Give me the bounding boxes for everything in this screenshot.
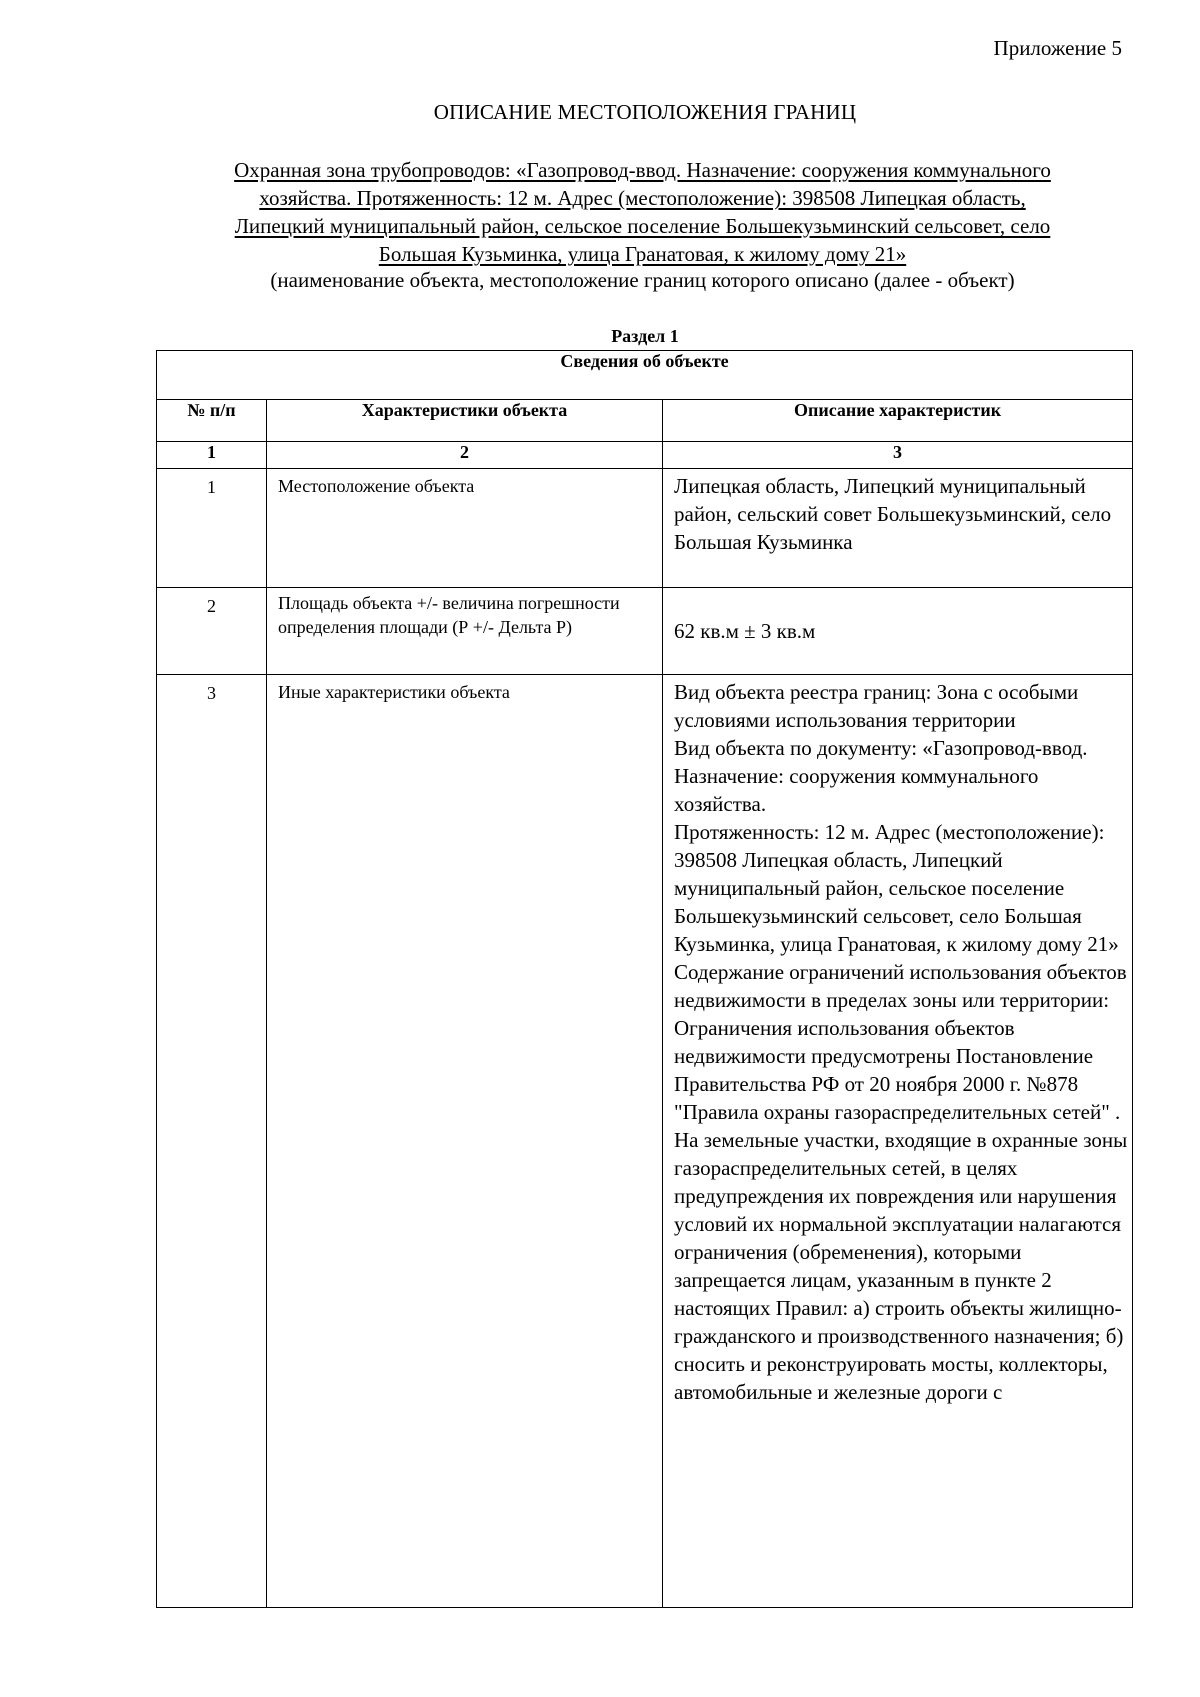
description-part: Протяженность: 12 м. Адрес (местоположение): 398508 Липецкая область, Липецкий муниципальный район, сельское поселение Большекузьминский сельсовет, село Большая Кузьминка, улица Гранатовая, к жилому дому 21» [674,820,1119,956]
description-part: Вид объекта реестра границ: Зона с особыми условиями использования территории [674,680,1079,732]
object-name-line: хозяйства. Протяженность: 12 м. Адрес (местоположение): 398508 Липецкая область, [259,186,1026,210]
row-number: 3 [157,675,267,1608]
row-description [663,675,1133,1608]
object-name-line: Липецкий муниципальный район, сельское поселение Большекузьминский сельсовет, село [234,214,1051,238]
column-number: 1 [157,442,267,469]
object-info-table [156,350,1133,1608]
table-header-row [157,400,1133,442]
header-characteristic: Характеристики объекта [267,400,663,442]
description-part: Содержание ограничений использования объектов недвижимости в пределах зоны или территории: Ограничения использования объектов недвижимости предусмотрены Постановление Правительства РФ от 20 ноября 2000 г. №878 "Правила охраны газораспределительных сетей" . На земельные участки, входящие в охранные зоны газораспределительных сетей, в целях предупреждения их повреждения или нарушения условий их нормальной эксплуатации налагаются ограничения (обременения), которыми запрещается лицам, указанным в пункте 2 настоящих Правил: а) строить объекты жилищно-гражданского и производственного назначения; б) сносить и реконструировать мосты, коллекторы, автомобильные и железные дороги с [674,960,1128,1404]
description-part: Вид объекта по документу: «Газопровод-ввод. Назначение: сооружения коммунального хозяйства. [674,736,1088,816]
row-description: 62 кв.м ± 3 кв.м [663,588,1133,675]
table-row [157,588,1133,675]
column-number: 2 [267,442,663,469]
row-number: 2 [157,588,267,675]
column-number-row [157,442,1133,469]
object-caption: (наименование объекта, местоположение границ которого описано (далее - объект) [270,268,1015,292]
document-title: ОПИСАНИЕ МЕСТОПОЛОЖЕНИЯ ГРАНИЦ [433,100,857,124]
table-row [157,469,1133,588]
header-number: № п/п [157,400,267,442]
row-characteristic: Местоположение объекта [267,469,663,588]
section-title: Раздел 1 [611,326,679,346]
table-caption: Сведения об объекте [157,351,1133,400]
object-name-line: Охранная зона трубопроводов: «Газопровод-ввод. Назначение: сооружения коммунального [234,158,1051,182]
row-description: Липецкая область, Липецкий муниципальный район, сельский совет Большекузьминский, село Большая Кузьминка [663,469,1133,588]
row-number: 1 [157,469,267,588]
object-name [150,156,1135,268]
appendix-label: Приложение 5 [993,36,1122,60]
row-characteristic: Площадь объекта +/- величина погрешности определения площади (Р +/- Дельта Р) [267,588,663,675]
row-characteristic: Иные характеристики объекта [267,675,663,1608]
object-name-line: Большая Кузьминка, улица Гранатовая, к жилому дому 21» [378,242,907,266]
header-description: Описание характеристик [663,400,1133,442]
table-row [157,675,1133,1608]
table-caption-row [157,351,1133,400]
column-number: 3 [663,442,1133,469]
